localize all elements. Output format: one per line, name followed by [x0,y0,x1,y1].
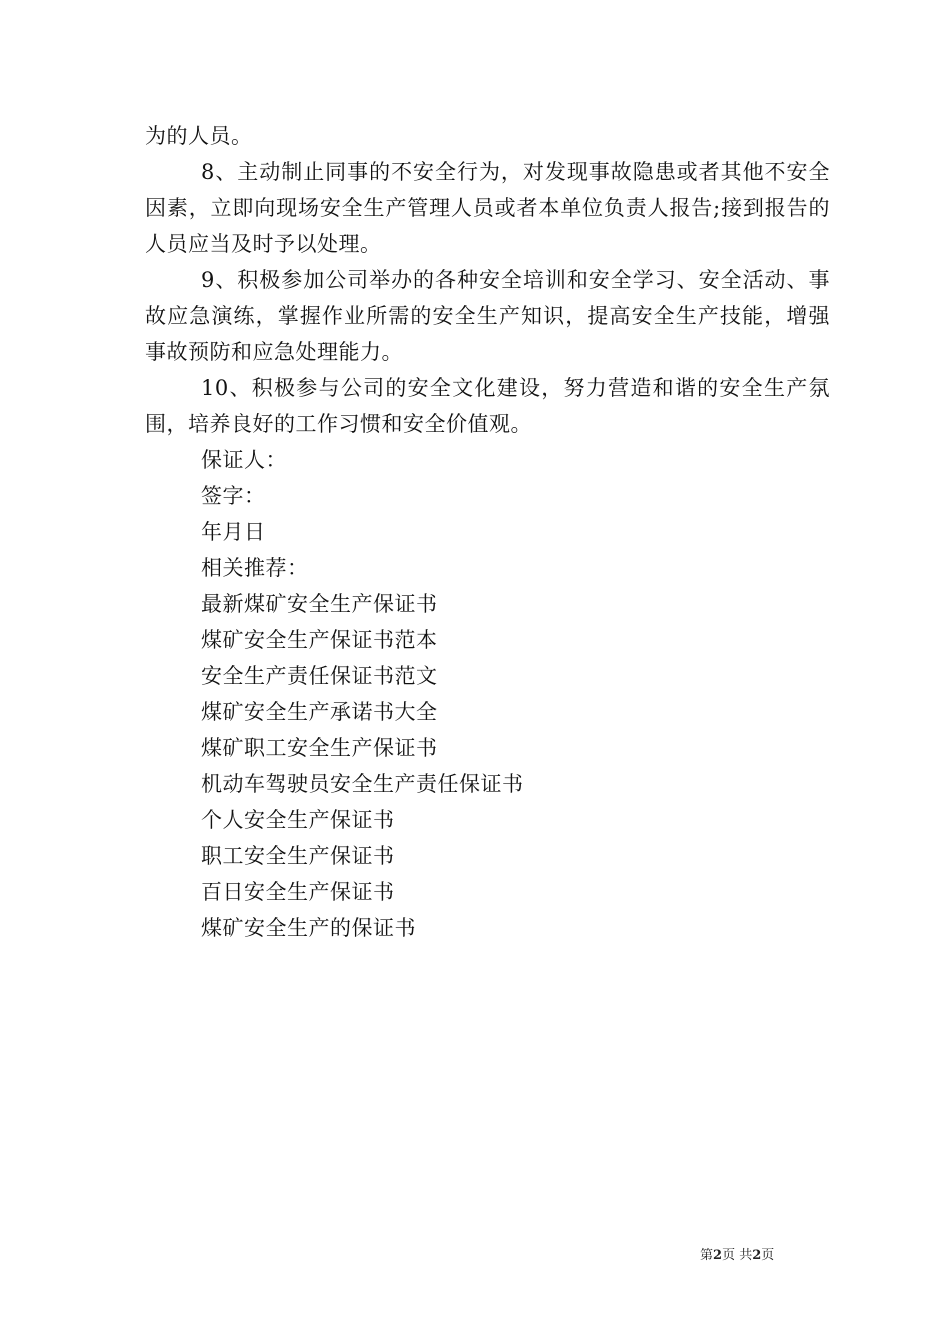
related-link-1[interactable]: 最新煤矿安全生产保证书 [201,592,438,616]
guarantor-label: 保证人： [201,448,287,472]
related-link-6[interactable]: 机动车驾驶员安全生产责任保证书 [201,772,524,796]
related-link-3[interactable]: 安全生产责任保证书范文 [201,664,438,688]
signature-label: 签字： [201,484,266,508]
related-link-4[interactable]: 煤矿安全生产承诺书大全 [201,700,438,724]
paragraph-continuation: 为的人员。 [145,124,253,148]
page-number-footer [700,1248,820,1264]
related-link-10[interactable]: 煤矿安全生产的保证书 [201,916,416,940]
related-heading: 相关推荐： [201,556,309,580]
date-label: 年月日 [201,520,266,544]
related-link-5[interactable]: 煤矿职工安全生产保证书 [201,736,438,760]
current-page-number: 2 [713,1248,723,1263]
document-body [145,118,830,946]
related-link-7[interactable]: 个人安全生产保证书 [201,808,395,832]
footer-prefix: 第 [700,1248,714,1263]
footer-suffix: 页 [761,1248,775,1263]
paragraph-item-10: 10、积极参与公司的安全文化建设，努力营造和谐的安全生产氛围，培养良好的工作习惯和安全价值观。 [145,376,830,436]
paragraph-item-8: 8、主动制止同事的不安全行为，对发现事故隐患或者其他不安全因素，立即向现场安全生产管理人员或者本单位负责人报告;接到报告的人员应当及时予以处理。 [145,160,830,256]
related-link-9[interactable]: 百日安全生产保证书 [201,880,395,904]
paragraph-item-9: 9、积极参加公司举办的各种安全培训和安全学习、安全活动、事故应急演练，掌握作业所需的安全生产知识，提高安全生产技能，增强事故预防和应急处理能力。 [145,268,830,364]
total-page-number: 2 [752,1248,762,1263]
related-link-2[interactable]: 煤矿安全生产保证书范本 [201,628,438,652]
footer-middle: 页 共 [722,1248,753,1263]
related-link-8[interactable]: 职工安全生产保证书 [201,844,395,868]
